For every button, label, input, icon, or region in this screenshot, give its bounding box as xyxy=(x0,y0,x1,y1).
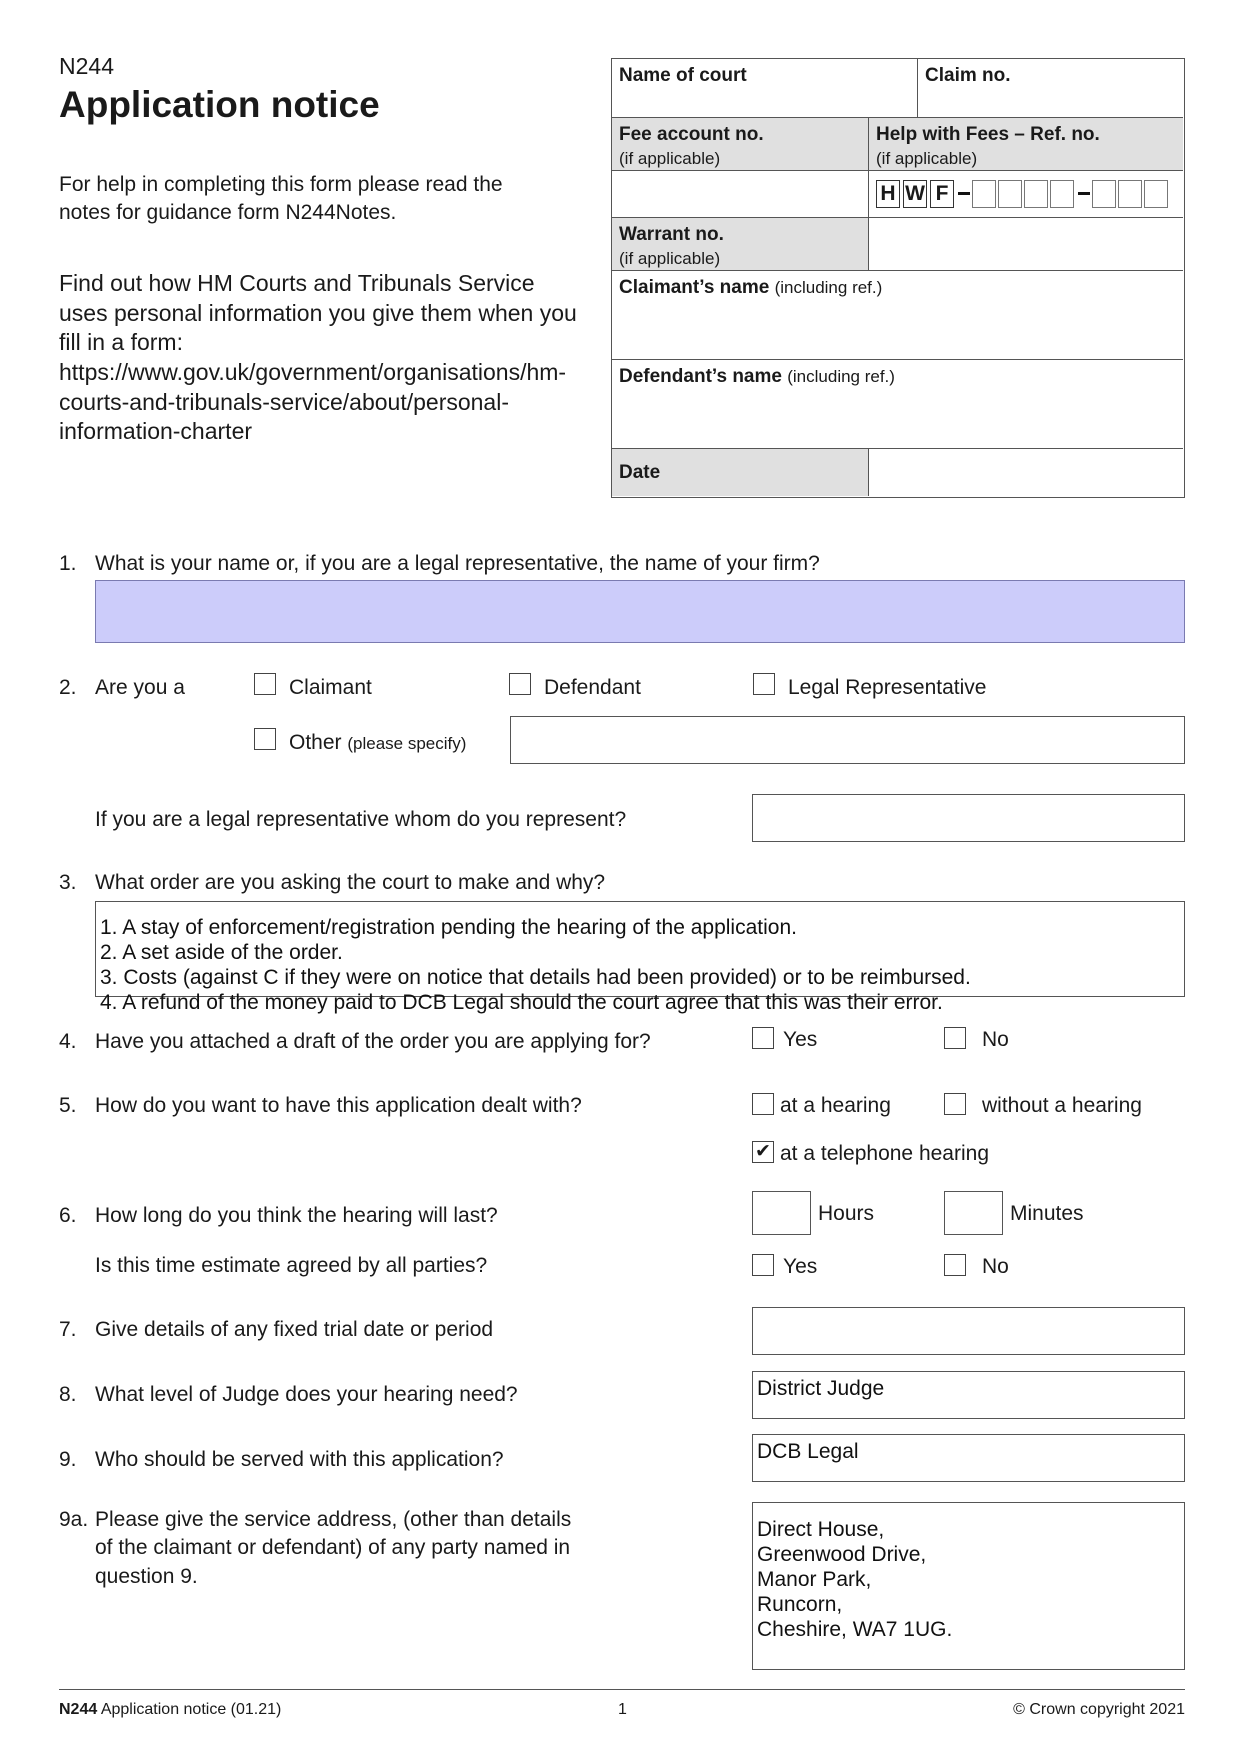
page-number: 1 xyxy=(618,1701,627,1718)
warrant-header xyxy=(612,218,869,271)
court-info-table xyxy=(611,58,1185,498)
service-address-textarea[interactable] xyxy=(752,1502,1185,1670)
q6-question: How long do you think the hearing will last? xyxy=(95,1204,498,1227)
q5-number: 5. xyxy=(59,1094,77,1117)
fee-account-note: (if applicable) xyxy=(619,148,721,168)
warrant-label: Warrant no. xyxy=(619,224,724,245)
claimant-name-label: Claimant’s name xyxy=(619,277,770,298)
draft-no-checkbox[interactable] xyxy=(944,1027,966,1049)
claimant-checkbox[interactable] xyxy=(254,673,276,695)
q9a-line-1: Please give the service address, (other than details xyxy=(95,1508,572,1531)
trial-date-input[interactable] xyxy=(752,1307,1185,1355)
claimant-label: Claimant xyxy=(289,676,372,699)
represent-question: If you are a legal representative whom do you represent? xyxy=(95,808,627,831)
fee-account-label: Fee account no. xyxy=(619,124,764,145)
served-party-value: DCB Legal xyxy=(757,1440,859,1463)
telephone-hearing-checkbox[interactable]: ✔ xyxy=(752,1141,774,1163)
address-lines xyxy=(757,1517,952,1642)
other-label-text: Other xyxy=(289,731,342,754)
q4-number: 4. xyxy=(59,1030,77,1053)
hwf-label: Help with Fees – Ref. no. xyxy=(876,124,1100,145)
claim-no-label: Claim no. xyxy=(925,65,1011,86)
defendant-name-cell[interactable] xyxy=(612,360,1183,449)
judge-level-input[interactable] xyxy=(752,1371,1185,1419)
q7-number: 7. xyxy=(59,1318,77,1341)
agreed-no-checkbox[interactable] xyxy=(944,1254,966,1276)
q2-question: Are you a xyxy=(95,676,185,699)
order-line-1: 1. A stay of enforcement/registration pending the hearing of the application. xyxy=(100,916,797,939)
fee-account-header xyxy=(612,118,869,171)
hwf-digit-4[interactable] xyxy=(1050,180,1074,208)
q9-question: Who should be served with this application? xyxy=(95,1448,504,1471)
hwf-digit-2[interactable] xyxy=(998,180,1022,208)
other-label-note: (please specify) xyxy=(347,734,467,753)
claimant-name-note: (including ref.) xyxy=(774,278,883,297)
date-input[interactable] xyxy=(869,449,1183,496)
hwf-digit-1[interactable] xyxy=(972,180,996,208)
judge-level-value: District Judge xyxy=(757,1377,885,1400)
footer-name: Application notice (01.21) xyxy=(100,1701,282,1718)
q3-number: 3. xyxy=(59,871,77,894)
warrant-input[interactable] xyxy=(869,218,1183,271)
order-line-2: 2. A set aside of the order. xyxy=(100,941,343,964)
order-line-4: 4. A refund of the money paid to DCB Legal should the court agree that this was their error. xyxy=(100,991,943,1014)
q9a-line-3: question 9. xyxy=(95,1564,198,1588)
warrant-note: (if applicable) xyxy=(619,248,721,268)
draft-yes-checkbox[interactable] xyxy=(752,1027,774,1049)
claim-no-cell[interactable] xyxy=(918,59,1183,118)
q6-number: 6. xyxy=(59,1204,77,1227)
hwf-letter-w: W xyxy=(903,180,927,208)
date-label: Date xyxy=(619,462,661,483)
without-hearing-checkbox[interactable] xyxy=(944,1093,966,1115)
form-code: N244 xyxy=(59,53,114,79)
draft-no-label: No xyxy=(982,1028,1009,1051)
draft-yes-label: Yes xyxy=(783,1028,818,1051)
name-of-court-label: Name of court xyxy=(619,65,747,86)
address-line-3: Manor Park, xyxy=(757,1568,872,1591)
q9a-line-2: of the claimant or defendant) of any party named in xyxy=(95,1536,571,1560)
hours-input[interactable] xyxy=(752,1191,811,1235)
hwf-letter-f: F xyxy=(930,180,954,208)
q1-question: What is your name or, if you are a legal representative, the name of your firm? xyxy=(95,552,820,575)
date-header xyxy=(612,449,869,496)
q2-number: 2. xyxy=(59,676,77,699)
other-label xyxy=(289,729,466,757)
q3-question: What order are you asking the court to make and why? xyxy=(95,871,606,894)
at-hearing-checkbox[interactable] xyxy=(752,1093,774,1115)
fee-account-input[interactable] xyxy=(612,171,869,218)
without-hearing-label: without a hearing xyxy=(982,1094,1142,1117)
hwf-dash-1 xyxy=(958,192,970,195)
q8-number: 8. xyxy=(59,1383,77,1406)
q9-number: 9. xyxy=(59,1448,77,1471)
hwf-header xyxy=(869,118,1183,171)
help-text: For help in completing this form please read the notes for guidance form N244Notes. xyxy=(59,173,503,225)
at-hearing-label: at a hearing xyxy=(780,1094,891,1117)
order-reason-textarea[interactable] xyxy=(95,901,1185,1014)
order-line-4-clip xyxy=(100,990,1180,1014)
minutes-label: Minutes xyxy=(1010,1202,1084,1225)
defendant-label: Defendant xyxy=(544,676,641,699)
served-party-input[interactable] xyxy=(752,1434,1185,1482)
q1-name-input[interactable] xyxy=(95,580,1185,643)
hwf-digit-6[interactable] xyxy=(1118,180,1142,208)
copyright: © Crown copyright 2021 xyxy=(1013,1701,1185,1718)
agreed-yes-checkbox[interactable] xyxy=(752,1254,774,1276)
footer-code: N244 xyxy=(59,1701,98,1718)
defendant-checkbox[interactable] xyxy=(509,673,531,695)
q5-question: How do you want to have this application dealt with? xyxy=(95,1094,582,1117)
agreed-no-label: No xyxy=(982,1255,1009,1278)
address-line-4: Runcorn, xyxy=(757,1593,843,1616)
order-line-3: 3. Costs (against C if they were on notice that details had been provided) or to be reimbursed. xyxy=(100,966,971,989)
defendant-name-label: Defendant’s name xyxy=(619,366,782,387)
claimant-name-cell[interactable] xyxy=(612,271,1183,360)
name-of-court-cell[interactable] xyxy=(612,59,918,118)
other-checkbox[interactable] xyxy=(254,728,276,750)
page-title: Application notice xyxy=(59,84,380,125)
hwf-dash-2 xyxy=(1078,192,1090,195)
hwf-ref-input[interactable] xyxy=(869,171,1183,218)
hwf-letter-h: H xyxy=(876,180,900,208)
privacy-text: Find out how HM Courts and Tribunals Service uses personal information you give them when you fill in a form: https://www.gov.uk/government/organisations/hm-courts-and-tribunals-service/about/personal-information-charter xyxy=(59,270,577,445)
q8-question: What level of Judge does your hearing need? xyxy=(95,1383,518,1406)
q1-number: 1. xyxy=(59,552,77,575)
hwf-digit-3[interactable] xyxy=(1024,180,1048,208)
defendant-name-note: (including ref.) xyxy=(787,367,895,386)
agreed-yes-label: Yes xyxy=(783,1255,818,1278)
hours-label: Hours xyxy=(818,1202,875,1225)
address-line-5: Cheshire, WA7 1UG. xyxy=(757,1618,953,1641)
q4-question: Have you attached a draft of the order you are applying for? xyxy=(95,1030,651,1053)
q7-question: Give details of any fixed trial date or period xyxy=(95,1318,494,1341)
telephone-hearing-label: at a telephone hearing xyxy=(780,1142,990,1165)
hwf-digit-5[interactable] xyxy=(1092,180,1116,208)
q9a-number: 9a. xyxy=(59,1508,89,1531)
other-specify-input[interactable] xyxy=(510,716,1185,764)
represent-input[interactable] xyxy=(752,794,1185,842)
agreed-question: Is this time estimate agreed by all parties? xyxy=(95,1254,488,1277)
hwf-digit-7[interactable] xyxy=(1144,180,1168,208)
address-line-2: Greenwood Drive, xyxy=(757,1543,927,1566)
hwf-note: (if applicable) xyxy=(876,148,978,168)
address-line-1: Direct House, xyxy=(757,1518,885,1541)
legal-representative-checkbox[interactable] xyxy=(753,673,775,695)
minutes-input[interactable] xyxy=(944,1191,1003,1235)
footer-form-id xyxy=(59,1701,281,1719)
footer-divider xyxy=(59,1689,1185,1690)
q9a-question xyxy=(95,1506,571,1591)
legal-representative-label: Legal Representative xyxy=(788,676,987,699)
